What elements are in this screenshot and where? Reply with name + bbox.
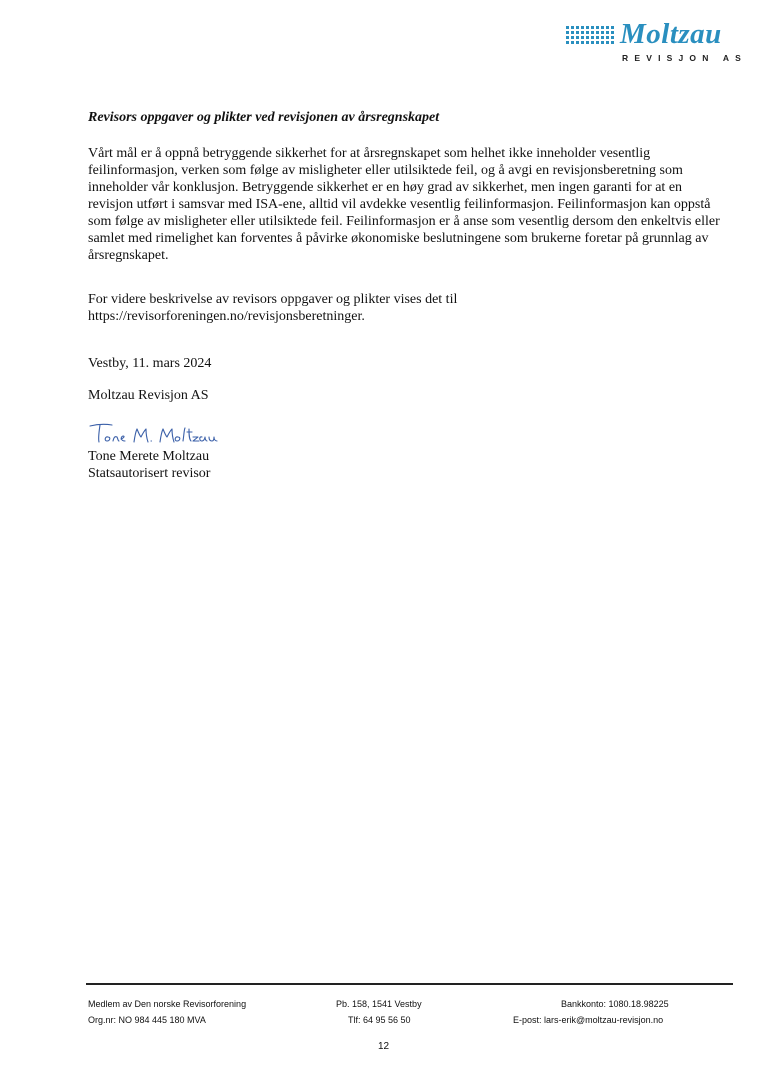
body-paragraph-further-description: For videre beskrivelse av revisors oppgaver og plikter vises det til https://revisorforeningen.no/revisjonsberetninger. [88,292,458,324]
firm-name: Moltzau Revisjon AS [88,388,209,403]
place-and-date: Vestby, 11. mars 2024 [88,356,212,371]
footer-bank-account: Bankkonto: 1080.18.98225 [561,999,669,1009]
footer-divider [86,983,733,985]
footer-membership: Medlem av Den norske Revisorforening [88,999,247,1009]
handwritten-signature-icon [88,420,218,448]
company-logo [566,18,748,80]
page-number: 12 [378,1041,390,1052]
signer-title: Statsautorisert revisor [88,466,211,481]
logo-tagline: REVISJON AS [622,53,748,63]
footer-org-number: Org.nr: NO 984 445 180 MVA [88,1015,206,1025]
body-paragraph-auditor-objective: Vårt mål er å oppnå betryggende sikkerhet for at årsregnskapet som helhet ikke inneholder vesentlig feilinformasjon, verken som følge av misligheter eller utilsiktede feil, og å avgi en revisjonsberetning som inneholder vår konklusjon. Betryggende sikkerhet er en høy grad av sikkerhet, men ingen garanti for at en revisjon utført i samsvar med ISA-ene, alltid vil avdekke vesentlig feilinformasjon. Feilinformasjon kan oppstå som følge av misligheter eller utilsiktede feil. Feilinformasjon er å anse som vesentlig dersom den enkeltvis eller samlet med rimelighet kan forventes å påvirke økonomiske beslutningene som brukerne foretar på grunnlag av årsregnskapet. [88,146,720,263]
footer-postal-address: Pb. 158, 1541 Vestby [336,999,422,1009]
logo-wordmark: Moltzau [620,18,722,50]
signer-name: Tone Merete Moltzau [88,449,210,464]
footer-email: E-post: lars-erik@moltzau-revisjon.no [513,1015,664,1025]
section-heading: Revisors oppgaver og plikter ved revisjonen av årsregnskapet [88,110,440,125]
footer-phone: Tlf: 64 95 56 50 [348,1015,411,1025]
logo-dot-grid-icon [566,25,616,47]
